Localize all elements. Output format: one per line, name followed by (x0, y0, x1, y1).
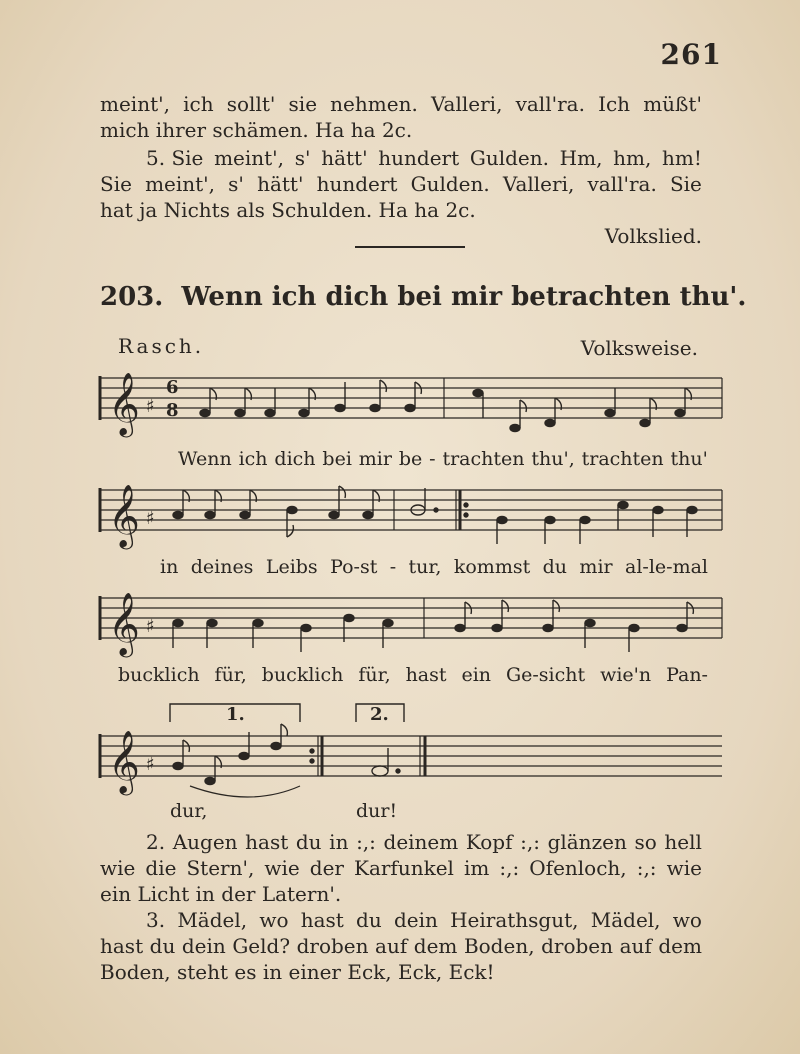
note-head (287, 506, 297, 513)
note-head (239, 752, 249, 759)
word: wie (264, 856, 300, 880)
word: Gulden. (469, 146, 549, 170)
repeat-dot (464, 513, 468, 517)
lyric-word: ich (238, 448, 268, 470)
word: hätt' (321, 146, 368, 170)
word: im (463, 856, 490, 880)
word: :,: (636, 856, 657, 880)
time-signature-top: 6 (166, 377, 179, 398)
lyric-word: ein (461, 664, 492, 686)
lyric-word: trachten (442, 448, 525, 470)
page-number: 261 (660, 38, 722, 71)
lyric-word: thu', (531, 448, 575, 470)
note-head (363, 511, 373, 518)
word: vall'ra. (587, 172, 657, 196)
note-head (405, 404, 415, 411)
music-staff-4 (0, 728, 800, 798)
sharp-icon: ♯ (146, 616, 155, 637)
word: sie (288, 92, 318, 116)
word: wie (100, 856, 136, 880)
lyric-word: al-le-mal (625, 556, 708, 578)
lyric-word: trachten (581, 448, 664, 470)
word: hast (100, 934, 144, 958)
word: hätt' (257, 172, 304, 196)
word: ich (183, 92, 214, 116)
note-head (545, 419, 555, 426)
verse5-line2 (100, 172, 702, 196)
word: wie (666, 856, 702, 880)
verse3-line2 (100, 934, 702, 958)
word: wo (672, 908, 702, 932)
word: nehmen. (330, 92, 418, 116)
lyric-word: thu' (670, 448, 708, 470)
note-head (585, 619, 595, 626)
lyric-word: für, (214, 664, 247, 686)
lyric-word: Ge-sicht (505, 664, 586, 686)
word: Augen (172, 830, 238, 854)
verse2-line2 (100, 856, 702, 880)
word: dem (413, 934, 458, 958)
lyric-word: Leibs (265, 556, 318, 578)
word: meint', (100, 92, 170, 116)
note-head (240, 511, 250, 518)
word: droben (296, 934, 369, 958)
word: müßt' (643, 92, 702, 116)
word: vall'ra. (515, 92, 585, 116)
word: deinem (383, 830, 459, 854)
note-head (200, 409, 210, 416)
note-head (329, 511, 339, 518)
melody-source: Volksweise. (580, 336, 698, 360)
time-signature-bottom: 8 (166, 400, 179, 421)
word: Sie (100, 172, 132, 196)
word: Heirathsgut, (450, 908, 579, 932)
word: droben (541, 934, 614, 958)
second-ending-label: 2. (370, 704, 389, 725)
note-head (675, 409, 685, 416)
lyric-word: bei (322, 448, 352, 470)
note-head (205, 511, 215, 518)
word: meint', (214, 146, 285, 170)
staff-lines (100, 736, 722, 776)
word: hundert (316, 172, 398, 196)
verse5-line3: hat ja Nichts als Schulden. Ha ha 2c. (100, 198, 476, 222)
treble-clef-icon: 𝄞 (108, 730, 140, 793)
word: Gulden. (410, 172, 490, 196)
source-label: Volkslied. (604, 224, 702, 248)
lyric-word: deines (190, 556, 254, 578)
lyric-word: dich (274, 448, 316, 470)
word: hundert (378, 146, 460, 170)
word: du (149, 934, 176, 958)
note-head (205, 777, 215, 784)
note-head (473, 389, 483, 396)
notes (173, 598, 722, 652)
note-head (299, 409, 309, 416)
word: in (329, 830, 349, 854)
slur (190, 786, 300, 797)
sharp-icon: ♯ (146, 508, 155, 529)
note-head (173, 619, 183, 626)
lyric-word: bucklich (261, 664, 344, 686)
word: 2. (146, 830, 166, 854)
lyric-word: be (398, 448, 423, 470)
word: wo (259, 908, 289, 932)
note-head (677, 624, 687, 631)
word: der (309, 856, 344, 880)
lyric-word: kommst (453, 556, 531, 578)
section-divider (355, 246, 465, 248)
note-head (580, 516, 590, 523)
verse5-line1 (146, 146, 702, 170)
music-staff-3 (0, 590, 800, 660)
lyric-word: Pan- (666, 664, 708, 686)
lyric-word: tur, (408, 556, 442, 578)
word: auf (619, 934, 652, 958)
tempo-marking: Rasch. (118, 334, 205, 358)
treble-clef-icon: 𝄞 (108, 484, 140, 547)
note-head (271, 742, 281, 749)
word: sollt' (226, 92, 276, 116)
word: Valleri, (430, 92, 503, 116)
dot (434, 508, 438, 512)
word: 3. (146, 908, 166, 932)
word: dem (658, 934, 702, 958)
note-head (605, 409, 615, 416)
word: meint', (145, 172, 216, 196)
word: hm! (662, 146, 702, 170)
lyric-word: mir (579, 556, 613, 578)
song-title: Wenn ich dich bei mir betrachten thu'. (181, 282, 747, 312)
word: auf (375, 934, 408, 958)
lyrics-system-3 (118, 664, 708, 686)
word: Hm, (559, 146, 603, 170)
note-head (253, 619, 263, 626)
lyrics-system-2 (160, 556, 708, 578)
lyrics-system-1 (178, 448, 708, 470)
note-head (370, 404, 380, 411)
word: Sie (669, 172, 702, 196)
dot (396, 769, 400, 773)
notes (173, 724, 425, 797)
word: :,: (520, 830, 540, 854)
note-head (545, 516, 555, 523)
word: 5. Sie (146, 146, 204, 170)
lyric-word: bucklich (118, 664, 200, 686)
lyric-word: für, (358, 664, 391, 686)
note-head (455, 624, 465, 631)
word: hast (245, 830, 289, 854)
repeat-dot (310, 759, 314, 763)
word: Ich (598, 92, 631, 116)
word: hell (664, 830, 702, 854)
music-staff-2 (0, 482, 800, 552)
note-head (543, 624, 553, 631)
volta-brackets (0, 700, 800, 730)
note-head (497, 516, 507, 523)
word: Ofenloch, (529, 856, 627, 880)
word: Stern', (186, 856, 255, 880)
note-head (640, 419, 650, 426)
lyric-word: in (160, 556, 179, 578)
note-head (344, 614, 354, 621)
first-ending-label: 1. (226, 704, 245, 725)
repeat-dot (310, 749, 314, 753)
note-head (335, 404, 345, 411)
verse3-line1 (146, 908, 702, 932)
note-head (301, 624, 311, 631)
word: dein (181, 934, 226, 958)
lyric-word: Po-st (330, 556, 378, 578)
lyric-word: hast (405, 664, 447, 686)
note-head (207, 619, 217, 626)
lyric-word: du (542, 556, 568, 578)
note-head (173, 762, 183, 769)
note-head (629, 624, 639, 631)
word: so (634, 830, 657, 854)
word: Valleri, (502, 172, 575, 196)
verse4-line2: mich ihrer schämen. Ha ha 2c. (100, 118, 413, 142)
song-number: 203. (100, 282, 164, 312)
lyric-word: dur! (356, 800, 398, 822)
note-head (653, 506, 663, 513)
note-head (265, 409, 275, 416)
word: s' (228, 172, 244, 196)
word: Boden, (463, 934, 535, 958)
repeat-dot (464, 503, 468, 507)
note-head (173, 511, 183, 518)
sharp-icon: ♯ (146, 754, 155, 775)
note-head (492, 624, 502, 631)
word: Karfunkel (354, 856, 454, 880)
verse4-line1 (100, 92, 702, 116)
note-head (510, 424, 520, 431)
treble-clef-icon: 𝄞 (108, 372, 140, 435)
verse2-line1 (146, 830, 702, 854)
lyric-word: - (429, 448, 436, 470)
word: s' (294, 146, 311, 170)
word: die (145, 856, 177, 880)
word: du (356, 908, 382, 932)
word: dein (393, 908, 438, 932)
note-head (383, 619, 393, 626)
verse2-line3: ein Licht in der Latern'. (100, 882, 342, 906)
word: Mädel, (590, 908, 661, 932)
word: Mädel, (177, 908, 248, 932)
word: :,: (499, 856, 520, 880)
word: hast (300, 908, 344, 932)
lyric-word: - (389, 556, 397, 578)
word: glänzen (547, 830, 627, 854)
note-head (687, 506, 697, 513)
word: hm, (613, 146, 652, 170)
word: du (295, 830, 322, 854)
sharp-icon: ♯ (146, 396, 155, 417)
lyric-word: wie'n (600, 664, 652, 686)
song-heading (100, 282, 746, 312)
lyric-word: Wenn (178, 448, 232, 470)
note-head (235, 409, 245, 416)
treble-clef-icon: 𝄞 (108, 592, 140, 655)
lyric-word: dur, (170, 800, 208, 822)
music-staff-1 (0, 370, 800, 440)
half-note-head (372, 766, 388, 776)
note-head (618, 501, 628, 508)
word: Geld? (232, 934, 291, 958)
word: Kopf (465, 830, 513, 854)
lyric-word: mir (358, 448, 392, 470)
verse3-line3: Boden, steht es in einer Eck, Eck, Eck! (100, 960, 495, 984)
word: :,: (356, 830, 376, 854)
notes (200, 378, 722, 432)
notes (173, 486, 722, 544)
